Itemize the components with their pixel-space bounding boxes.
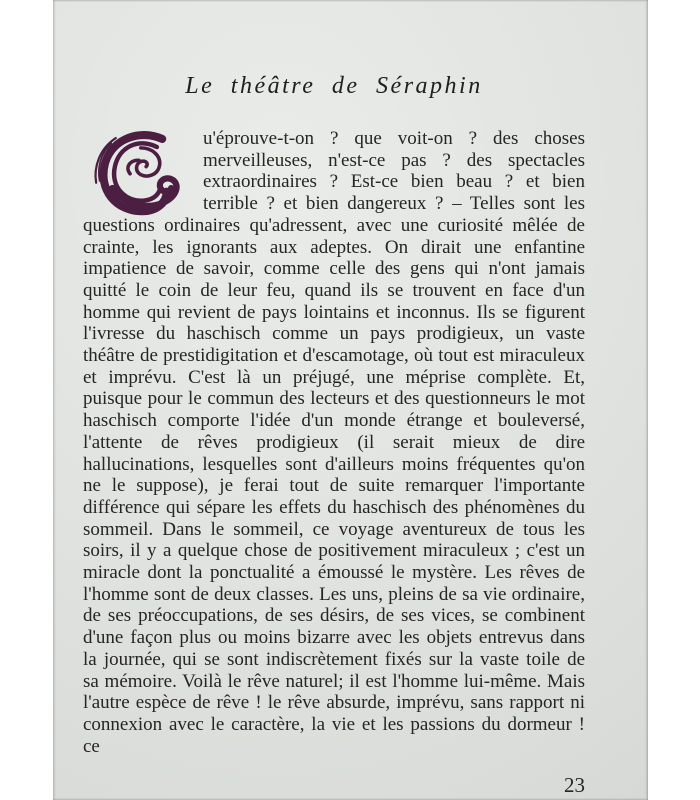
chapter-title: Le théâtre de Séraphin [185, 73, 483, 99]
drop-cap-initial-q [89, 129, 189, 211]
page-number: 23 [564, 773, 585, 798]
body-text [83, 128, 585, 757]
book-page [53, 0, 648, 800]
paragraph-text: u'éprouve-t-on ? que voit-on ? des choses merveilleuses, n'est-ce pas ? des spectacles extraordinaires ? Est-ce bien beau ? et bien terrible ? et bien dangereux ? – Telles sont les questions ordinaires qu'adressent, avec une curiosité mêlée de crainte, les ignorants aux adeptes. On dirait une enfantine impatience de savoir, comme celle des gens qui n'ont jamais quitté le coin de leur feu, quand ils se trouvent en face d'un homme qui revient de pays lointains et inconnus. Ils se figurent l'ivresse du haschisch comme un pays prodigieux, un vaste théâtre de prestidigitation et d'escamotage, où tout est miraculeux et imprévu. C'est là un préjugé, une méprise complète. Et, puisque pour le commun des lecteurs et des questionneurs le mot haschisch comporte l'idée d'un monde étrange et bouleversé, l'attente de rêves prodigieux (il serait mieux de dire hallucinations, lesquelles sont d'ailleurs moins fréquentes qu'on ne le suppose), je ferai tout de suite remarquer l'importante différence qui sépare les effets du haschisch des phénomènes du sommeil. Dans le sommeil, ce voyage aventureux de tous les soirs, il y a quelque chose de positivement miraculeux ; c'est un miracle dont la ponctualité a émoussé le mystère. Les rêves de l'homme sont de deux classes. Les uns, pleins de sa vie ordinaire, de ses préoccupations, de ses désirs, de ses vices, se combinent d'une façon plus ou moins bizarre avec les objets entrevus dans la journée, qui se sont indiscrètement fixés sur la vaste toile de sa mémoire. Voilà le rêve naturel; il est l'homme lui-même. Mais l'autre espèce de rêve ! le rêve absurde, imprévu, sans rapport ni connexion avec le caractère, la vie et les passions du dormeur ! ce [83, 128, 585, 757]
ornate-q-icon [89, 129, 189, 215]
